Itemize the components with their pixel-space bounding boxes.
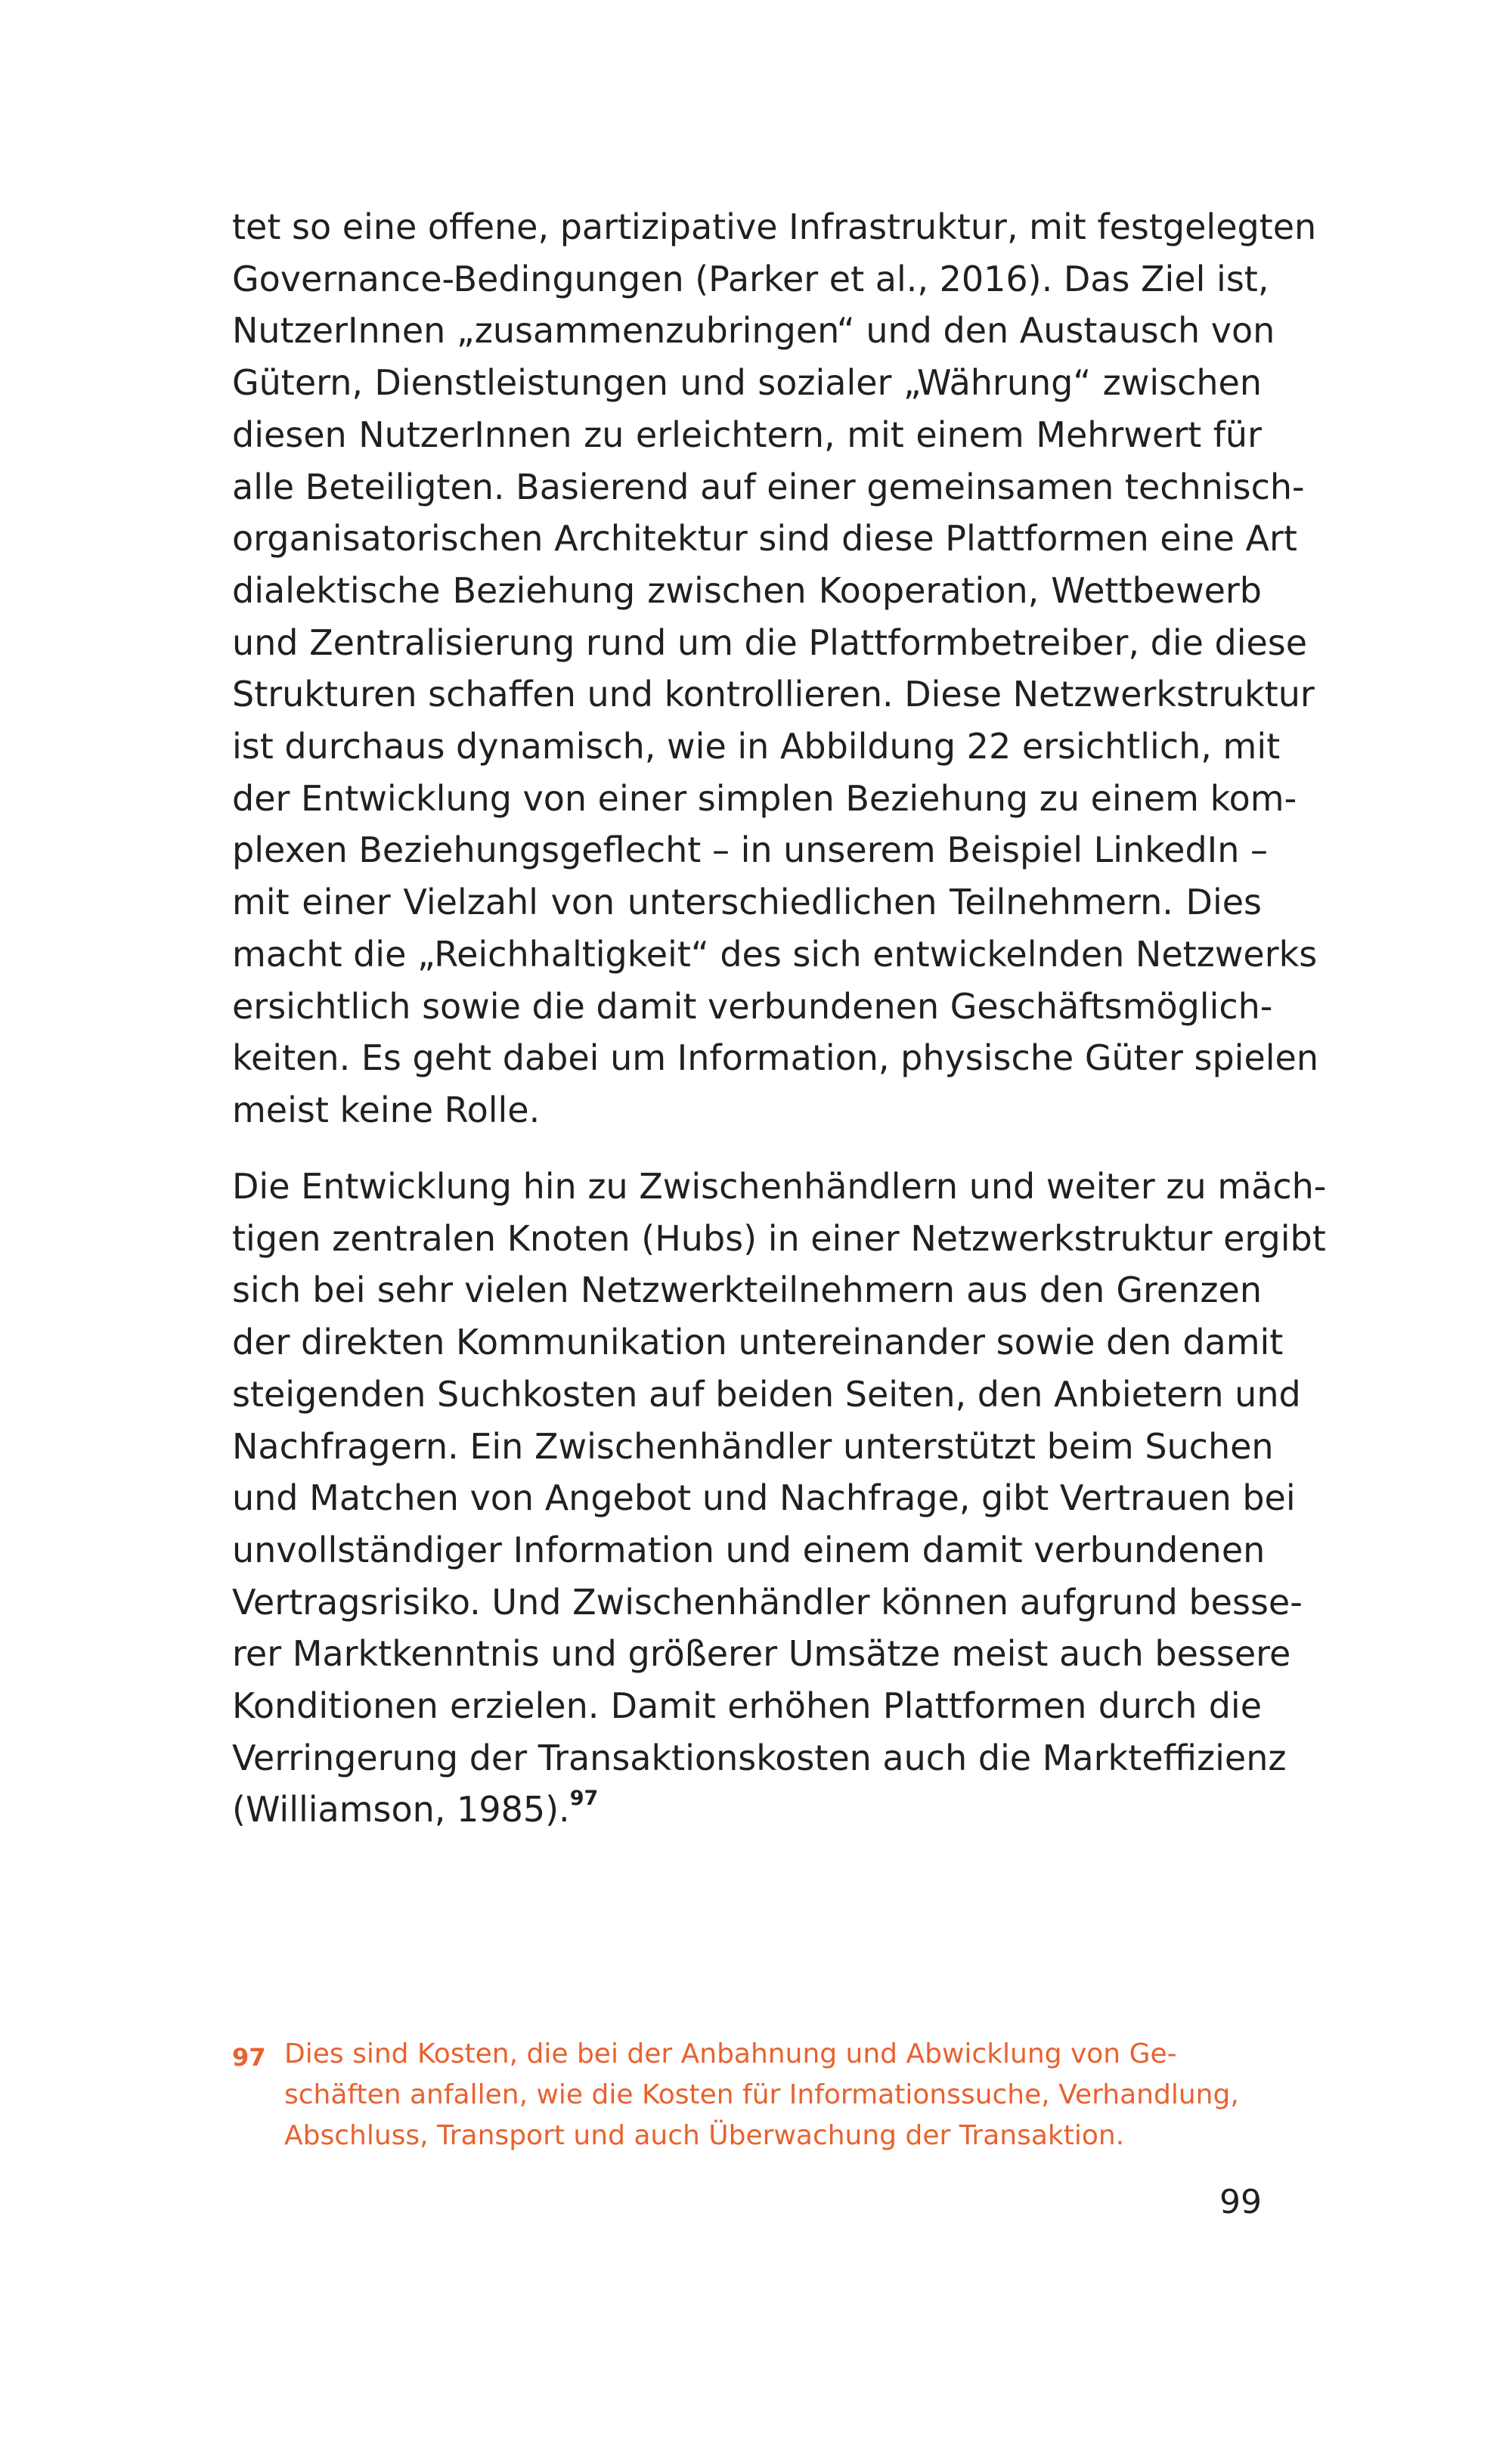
citation-text: (Williamson, 1985). bbox=[232, 1789, 570, 1831]
text-line: Gütern, Dienstleistungen und sozialer „Währung“ zwischen bbox=[232, 362, 1262, 404]
text-line: tet so eine offene, partizipative Infrastruktur, mit festgelegten bbox=[232, 206, 1317, 247]
text-line: und Zentralisierung rund um die Plattformbetreiber, die diese bbox=[232, 622, 1308, 663]
text-line: Verringerung der Transaktionskosten auch die Markteffizienz bbox=[232, 1737, 1287, 1778]
text-line: Konditionen erzielen. Damit erhöhen Plattformen durch die bbox=[232, 1685, 1262, 1727]
text-line: Strukturen schaffen und kontrollieren. Diese Netzwerkstruktur bbox=[232, 674, 1315, 715]
footnote-number: 97 bbox=[232, 2043, 266, 2072]
footnote-line: Dies sind Kosten, die bei der Anbahnung und Abwicklung von Ge- bbox=[284, 2038, 1177, 2069]
footnote-text bbox=[284, 2034, 1262, 2156]
text-line: und Matchen von Angebot und Nachfrage, gibt Vertrauen bei bbox=[232, 1477, 1296, 1519]
body-paragraph-1 bbox=[232, 201, 1318, 1136]
text-line: NutzerInnen „zusammenzubringen“ und den Austausch von bbox=[232, 310, 1275, 352]
text-line: meist keine Rolle. bbox=[232, 1089, 541, 1130]
text-line: Governance-Bedingungen (Parker et al., 2016). Das Ziel ist, bbox=[232, 258, 1269, 299]
text-line: organisatorischen Architektur sind diese Plattformen eine Art bbox=[232, 518, 1297, 560]
text-line: plexen Beziehungsgeflecht – in unserem Beispiel LinkedIn – bbox=[232, 829, 1269, 871]
text-line: ist durchaus dynamisch, wie in Abbildung 22 ersichtlich, mit bbox=[232, 726, 1281, 767]
text-line: der direkten Kommunikation untereinander sowie den damit bbox=[232, 1322, 1284, 1363]
text-line: keiten. Es geht dabei um Information, physische Güter spielen bbox=[232, 1037, 1318, 1079]
text-line-with-footnote bbox=[232, 1784, 1262, 1836]
text-line: macht die „Reichhaltigkeit“ des sich entwickelnden Netzwerks bbox=[232, 933, 1318, 975]
text-line: steigenden Suchkosten auf beiden Seiten, den Anbietern und bbox=[232, 1373, 1301, 1415]
text-line: der Entwicklung von einer simplen Beziehung zu einem kom- bbox=[232, 777, 1297, 819]
text-line: dialektische Beziehung zwischen Kooperation, Wettbewerb bbox=[232, 569, 1262, 611]
text-line: sich bei sehr vielen Netzwerkteilnehmern aus den Grenzen bbox=[232, 1269, 1262, 1311]
footnote bbox=[232, 2034, 1262, 2156]
footnote-reference[interactable]: 97 bbox=[569, 1787, 599, 1811]
footnote-line: schäften anfallen, wie die Kosten für Informationssuche, Verhandlung, bbox=[284, 2079, 1239, 2110]
text-line: Die Entwicklung hin zu Zwischenhändlern und weiter zu mäch- bbox=[232, 1166, 1327, 1207]
text-line: Nachfragern. Ein Zwischenhändler unterstützt beim Suchen bbox=[232, 1425, 1274, 1467]
text-line: alle Beteiligten. Basierend auf einer gemeinsamen technisch- bbox=[232, 466, 1305, 507]
text-line: diesen NutzerInnen zu erleichtern, mit einem Mehrwert für bbox=[232, 414, 1262, 455]
body-paragraph-2 bbox=[232, 1161, 1327, 1836]
text-line: tigen zentralen Knoten (Hubs) in einer Netzwerkstruktur ergibt bbox=[232, 1217, 1326, 1259]
text-line: rer Marktkenntnis und größerer Umsätze meist auch bessere bbox=[232, 1633, 1291, 1675]
page-number: 99 bbox=[1219, 2183, 1262, 2221]
text-line: Vertragsrisiko. Und Zwischenhändler können aufgrund besse- bbox=[232, 1581, 1303, 1623]
text-line: ersichtlich sowie die damit verbundenen Geschäftsmöglich- bbox=[232, 985, 1273, 1027]
footnote-line: Abschluss, Transport und auch Überwachung der Transaktion. bbox=[284, 2120, 1125, 2151]
text-line: mit einer Vielzahl von unterschiedlichen Teilnehmern. Dies bbox=[232, 882, 1262, 923]
text-line: unvollständiger Information und einem damit verbundenen bbox=[232, 1529, 1266, 1570]
